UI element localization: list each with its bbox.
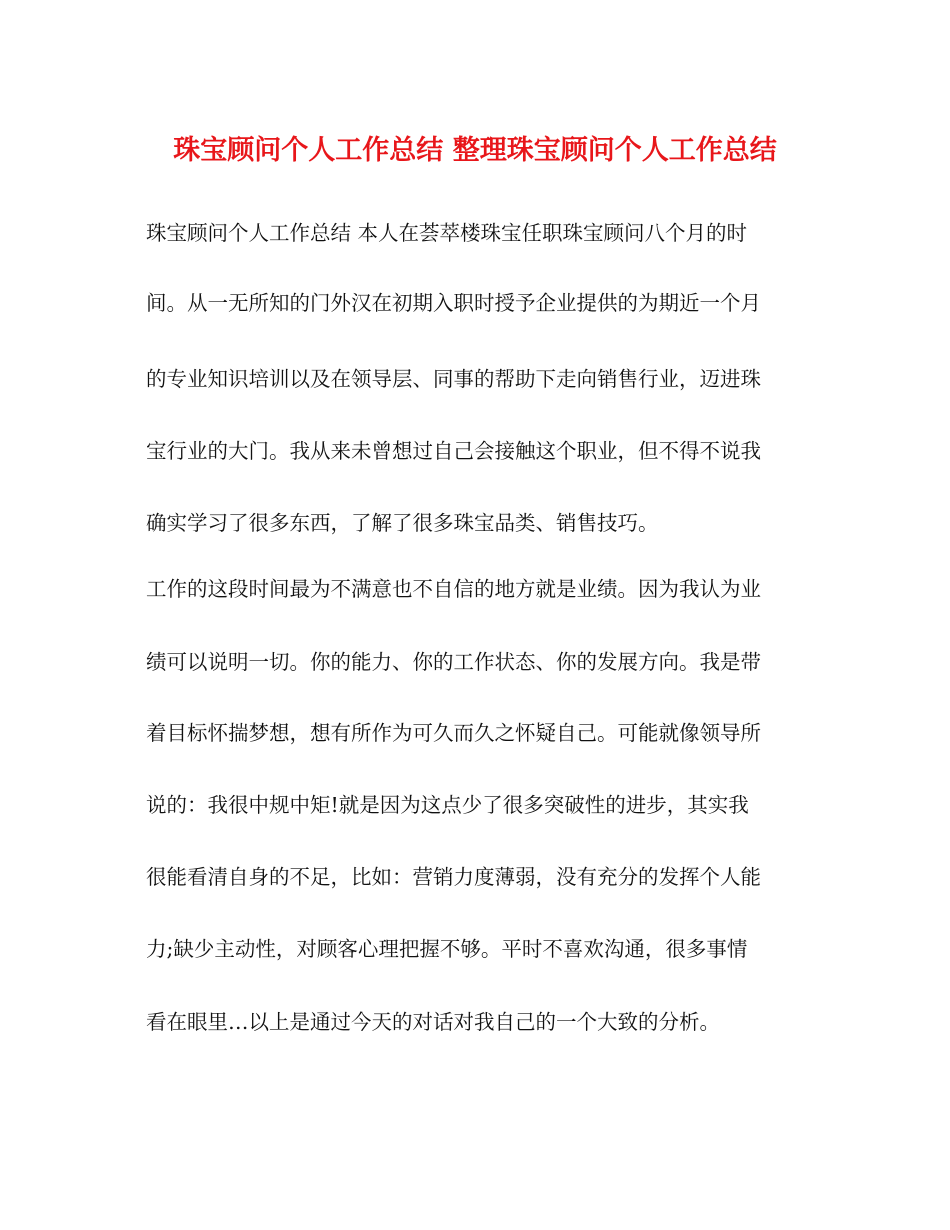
paragraph-line: 宝行业的大门。我从来未曾想过自己会接触这个职业，但不得不说我 [146, 439, 761, 463]
paragraph-line: 绩可以说明一切。你的能力、你的工作状态、你的发展方向。我是带 [146, 650, 761, 674]
document-title: 珠宝顾问个人工作总结 整理珠宝顾问个人工作总结 [173, 135, 777, 166]
paragraph-line: 着目标怀揣梦想，想有所作为可久而久之怀疑自己。可能就像领导所 [146, 721, 761, 745]
paragraph-line: 工作的这段时间最为不满意也不自信的地方就是业绩。因为我认为业 [146, 577, 761, 601]
paragraph-line: 说的：我很中规中矩!就是因为这点少了很多突破性的进步，其实我 [146, 793, 749, 817]
paragraph-line: 珠宝顾问个人工作总结 本人在荟萃楼珠宝任职珠宝顾问八个月的时 [146, 221, 748, 245]
paragraph-line: 力;缺少主动性，对顾客心理把握不够。平时不喜欢沟通，很多事情 [146, 937, 748, 961]
paragraph-line: 的专业知识培训以及在领导层、同事的帮助下走向销售行业，迈进珠 [146, 367, 761, 391]
paragraph-line: 确实学习了很多东西，了解了很多珠宝品类、销售技巧。 [146, 511, 659, 535]
paragraph-line: 看在眼里…以上是通过今天的对话对我自己的一个大致的分析。 [146, 1010, 720, 1034]
paragraph-line: 很能看清自身的不足，比如：营销力度薄弱，没有充分的发挥个人能 [146, 865, 761, 889]
paragraph-line: 间。从一无所知的门外汉在初期入职时授予企业提供的为期近一个月 [146, 291, 761, 315]
